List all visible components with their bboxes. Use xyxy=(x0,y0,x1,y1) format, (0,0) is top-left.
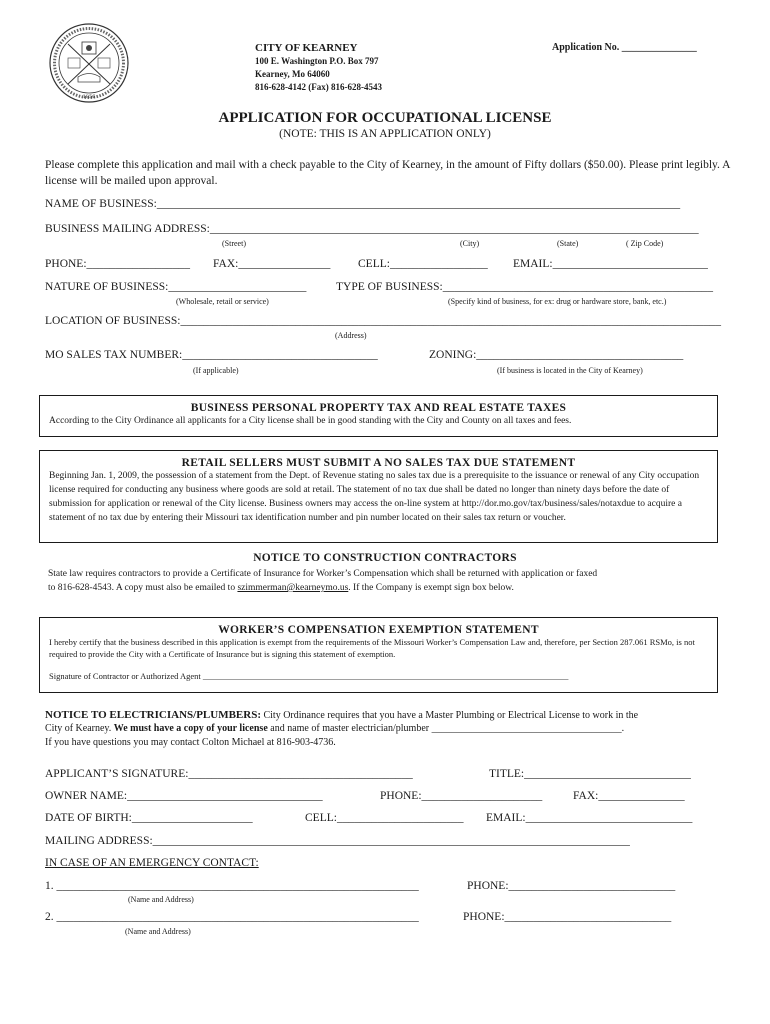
city-address-2: Kearney, Mo 64060 xyxy=(255,69,330,79)
cell-field[interactable]: CELL:_________________ xyxy=(358,258,488,270)
exemption-signature-line[interactable]: Signature of Contractor or Authorized Agent ______________________________________________________________________________________ xyxy=(49,671,569,681)
property-tax-text: According to the City Ordinance all applicants for a City license shall be in good standing with the City and County on all taxes and fees. xyxy=(49,416,572,426)
contractors-text-2-pre: to 816-628-4543. A copy must also be emailed to xyxy=(48,583,238,593)
city-phone: 816-628-4142 (Fax) 816-628-4543 xyxy=(255,82,382,92)
application-number[interactable]: Application No. _______________ xyxy=(552,42,697,53)
electricians-line-2 xyxy=(45,723,624,734)
type-of-business-field[interactable]: TYPE OF BUSINESS:_______________________________________________ xyxy=(336,281,713,293)
emergency-contact-1-phone[interactable]: PHONE:_____________________________ xyxy=(467,880,676,892)
city-name: CITY OF KEARNEY xyxy=(255,42,358,54)
dob-field[interactable]: DATE OF BIRTH:_____________________ xyxy=(45,812,253,824)
property-tax-title: BUSINESS PERSONAL PROPERTY TAX AND REAL ESTATE TAXES xyxy=(190,402,567,414)
emergency-contact-2-phone[interactable]: PHONE:_____________________________ xyxy=(463,911,672,923)
emergency-contact-1-hint: (Name and Address) xyxy=(128,895,194,904)
electricians-line-3: If you have questions you may contact Colton Michael at 816-903-4736. xyxy=(45,737,336,748)
electricians-line-2-post[interactable]: and name of master electrician/plumber ______________________________________. xyxy=(267,723,625,734)
emergency-contact-1[interactable]: 1. _______________________________________________________________ xyxy=(45,880,419,892)
retail-sellers-title: RETAIL SELLERS MUST SUBMIT A NO SALES TAX DUE STATEMENT xyxy=(181,457,576,469)
owner-email-field[interactable]: EMAIL:_____________________________ xyxy=(486,812,693,824)
street-hint: (Street) xyxy=(222,239,246,248)
exemption-box xyxy=(39,617,718,693)
electricians-notice xyxy=(45,709,638,722)
electricians-line-2-pre: City of Kearney. xyxy=(45,723,114,734)
retail-sellers-box xyxy=(39,450,718,543)
city-hint: (City) xyxy=(460,239,480,248)
applicant-signature-field[interactable]: APPLICANT’S SIGNATURE:_______________________________________ xyxy=(45,768,413,780)
contractors-email-link[interactable]: szimmerman@kearneymo.us xyxy=(237,583,349,593)
zoning-hint: (If business is located in the City of Kearney) xyxy=(497,366,643,375)
zoning-field[interactable]: ZONING:____________________________________ xyxy=(429,349,684,361)
contractors-text-1: State law requires contractors to provide a Certificate of Insurance for Worker’s Compensation which shall be returned with application or faxed xyxy=(48,569,598,579)
city-address-1: 100 E. Washington P.O. Box 797 xyxy=(255,56,379,66)
sales-tax-hint: (If applicable) xyxy=(193,366,239,375)
intro-text: Please complete this application and mail with a check payable to the City of Kearney, in the amount of Fifty dollars ($50.00). Please print legibly. A license will be mailed upon approval. xyxy=(45,159,730,187)
zip-hint: ( Zip Code) xyxy=(626,239,664,248)
emergency-contact-2-hint: (Name and Address) xyxy=(125,927,191,936)
seal-year: 1856 xyxy=(82,94,96,100)
contractors-title: NOTICE TO CONSTRUCTION CONTRACTORS xyxy=(253,552,517,564)
business-mailing-field[interactable]: BUSINESS MAILING ADDRESS:_____________________________________________________________________________________ xyxy=(45,223,699,235)
electricians-title: NOTICE TO ELECTRICIANS/PLUMBERS: xyxy=(45,709,261,721)
email-field[interactable]: EMAIL:___________________________ xyxy=(513,258,708,270)
type-hint: (Specify kind of business, for ex: drug or hardware store, bank, etc.) xyxy=(448,297,667,306)
emergency-contact-2[interactable]: 2. _______________________________________________________________ xyxy=(45,911,419,923)
electricians-line-1: City Ordinance requires that you have a Master Plumbing or Electrical License to work in the xyxy=(260,710,639,721)
emergency-contact-heading: IN CASE OF AN EMERGENCY CONTACT: xyxy=(45,857,259,869)
fax-field[interactable]: FAX:________________ xyxy=(213,258,331,270)
exemption-title: WORKER’S COMPENSATION EXEMPTION STATEMENT xyxy=(218,624,539,636)
sales-tax-field[interactable]: MO SALES TAX NUMBER:__________________________________ xyxy=(45,349,378,361)
owner-mailing-field[interactable]: MAILING ADDRESS:___________________________________________________________________________________ xyxy=(45,835,630,847)
owner-fax-field[interactable]: FAX:_______________ xyxy=(573,790,685,802)
contractors-text-2 xyxy=(48,581,514,595)
owner-phone-field[interactable]: PHONE:_____________________ xyxy=(380,790,543,802)
location-hint: (Address) xyxy=(335,331,367,340)
city-seal-logo xyxy=(48,22,130,104)
contractors-text-2-post: . If the Company is exempt sign box below. xyxy=(348,583,514,593)
title-field[interactable]: TITLE:_____________________________ xyxy=(489,768,691,780)
form-note: (NOTE: THIS IS AN APPLICATION ONLY) xyxy=(279,128,491,140)
business-name-field[interactable]: NAME OF BUSINESS:___________________________________________________________________________________________ xyxy=(45,198,681,210)
exemption-text: I hereby certify that the business described in this application is exempt from the requirements of the Missouri Worker’s Compensation Law and, therefore, per Section 287.061 RSMo, is not required to provide the City with a Certificate of Insurance but is signing this statement of exemption. xyxy=(49,637,695,659)
property-tax-box xyxy=(39,395,718,437)
owner-name-field[interactable]: OWNER NAME:__________________________________ xyxy=(45,790,323,802)
retail-sellers-text: Beginning Jan. 1, 2009, the possession of a statement from the Dept. of Revenue stating no sales tax due is a prerequisite to the issuance or renewal of any City occupation license required for conducting any business where goods are sold at retail. The statement of no tax due shall be dated no longer than ninety days before the date of submission for application or renewal of the City license. Business owners may access the on-line system at http://dor.mo.gov/tax/business/sales/notaxdue to acquire a statement of no tax due by entering their Missouri tax identification number and pin number located on their sales tax return or voucher. xyxy=(49,471,700,523)
owner-cell-field[interactable]: CELL:______________________ xyxy=(305,812,464,824)
state-hint: (State) xyxy=(557,239,579,248)
phone-field[interactable]: PHONE:__________________ xyxy=(45,258,191,270)
nature-of-business-field[interactable]: NATURE OF BUSINESS:________________________ xyxy=(45,281,307,293)
electricians-line-2-bold: We must have a copy of your license xyxy=(113,723,268,734)
form-title: APPLICATION FOR OCCUPATIONAL LICENSE xyxy=(218,110,552,126)
location-field[interactable]: LOCATION OF BUSINESS:______________________________________________________________________________________________ xyxy=(45,315,721,327)
nature-hint: (Wholesale, retail or service) xyxy=(176,297,269,306)
